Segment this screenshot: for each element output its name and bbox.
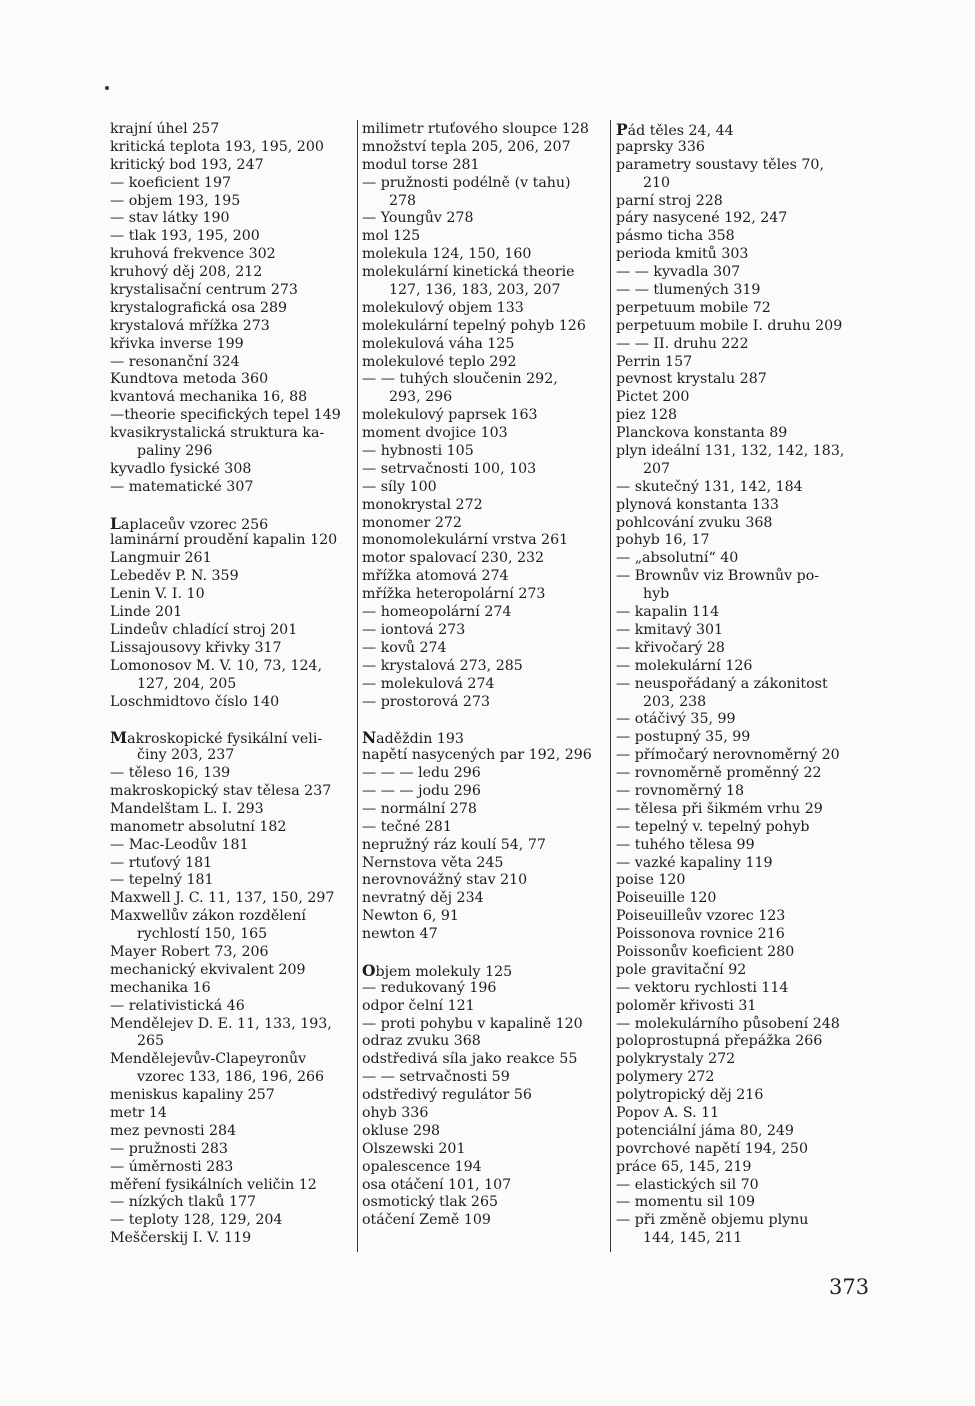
index-entry: — „absolutní“ 40 bbox=[616, 550, 739, 567]
index-entry-continuation: 207 bbox=[643, 460, 671, 477]
index-entry: — otáčivý 35, 99 bbox=[616, 711, 736, 728]
index-entry: mol 125 bbox=[362, 228, 421, 245]
index-entry: meniskus kapaliny 257 bbox=[110, 1087, 275, 1104]
index-column-3 bbox=[616, 121, 862, 1248]
index-entry: laminární proudění kapalin 120 bbox=[110, 532, 338, 549]
index-entry: mez pevnosti 284 bbox=[110, 1122, 237, 1139]
index-entry: Lissajousovy křivky 317 bbox=[110, 639, 282, 656]
index-entry: opalescence 194 bbox=[362, 1158, 482, 1175]
column-divider bbox=[357, 120, 358, 1252]
index-entry: paprsky 336 bbox=[616, 138, 705, 155]
section-initial: P bbox=[616, 120, 628, 139]
index-entry: napětí nasycených par 192, 296 bbox=[362, 747, 592, 764]
index-entry-continuation: 127, 136, 183, 203, 207 bbox=[389, 282, 561, 299]
section-gap bbox=[110, 711, 356, 729]
index-entry: Lindeův chladící stroj 201 bbox=[110, 621, 298, 638]
index-entry: — matematické 307 bbox=[110, 478, 254, 495]
index-entry: perioda kmitů 303 bbox=[616, 246, 749, 263]
index-entry: — kapalin 114 bbox=[616, 604, 720, 621]
index-entry: pohlcování zvuku 368 bbox=[616, 514, 773, 531]
index-entry: Loschmidtovo číslo 140 bbox=[110, 693, 280, 710]
index-entry: Objem molekuly 125 bbox=[362, 960, 513, 980]
index-entry: Newton 6, 91 bbox=[362, 908, 459, 925]
index-entry: odraz zvuku 368 bbox=[362, 1033, 481, 1050]
index-entry: Popov A. S. 11 bbox=[616, 1104, 720, 1121]
index-entry-continuation: hyb bbox=[643, 586, 670, 603]
index-entry: Langmuir 261 bbox=[110, 550, 212, 567]
index-entry: plynová konstanta 133 bbox=[616, 496, 779, 513]
index-entry: — neuspořádaný a zákonitost bbox=[616, 675, 828, 692]
index-entry: — — kyvadla 307 bbox=[616, 264, 741, 281]
index-entry: kvantová mechanika 16, 88 bbox=[110, 389, 308, 406]
index-entry: pohyb 16, 17 bbox=[616, 532, 710, 549]
index-entry: nerovnovážný stav 210 bbox=[362, 872, 528, 889]
index-entry: kyvadlo fysické 308 bbox=[110, 460, 252, 477]
index-entry-continuation: paliny 296 bbox=[137, 443, 213, 460]
index-entry: povrchové napětí 194, 250 bbox=[616, 1140, 808, 1157]
index-entry: — teploty 128, 129, 204 bbox=[110, 1212, 283, 1229]
index-entry-continuation: činy 203, 237 bbox=[137, 747, 235, 764]
index-entry: — postupný 35, 99 bbox=[616, 729, 751, 746]
index-entry: molekulární tepelný pohyb 126 bbox=[362, 317, 586, 334]
index-entry-continuation: 203, 238 bbox=[643, 693, 707, 710]
index-entry: parní stroj 228 bbox=[616, 192, 723, 209]
index-entry: odstředivá síla jako reakce 55 bbox=[362, 1051, 578, 1068]
index-entry: Linde 201 bbox=[110, 604, 183, 621]
index-entry-continuation: vzorec 133, 186, 196, 266 bbox=[137, 1069, 325, 1086]
index-entry: množství tepla 205, 206, 207 bbox=[362, 138, 571, 155]
index-entry: Pád těles 24, 44 bbox=[616, 120, 734, 139]
index-entry: milimetr rtuťového sloupce 128 bbox=[362, 121, 589, 137]
index-entry: — kmitavý 301 bbox=[616, 621, 724, 638]
index-entry: Lomonosov M. V. 10, 73, 124, bbox=[110, 657, 323, 674]
index-entry: okluse 298 bbox=[362, 1122, 441, 1139]
index-entry: Maxwell J. C. 11, 137, 150, 297 bbox=[110, 890, 335, 907]
index-entry: — — II. druhu 222 bbox=[616, 335, 749, 352]
index-entry: Olszewski 201 bbox=[362, 1140, 466, 1157]
index-entry: — molekulová 274 bbox=[362, 675, 495, 692]
index-entry: páry nasycené 192, 247 bbox=[616, 210, 788, 227]
index-entry-continuation: 293, 296 bbox=[389, 389, 453, 406]
index-entry: pásmo ticha 358 bbox=[616, 228, 735, 245]
index-entry: Poiseuille 120 bbox=[616, 890, 717, 907]
index-entry: — resonanční 324 bbox=[110, 353, 240, 370]
index-entry: Lenin V. I. 10 bbox=[110, 586, 205, 603]
index-entry: osmotický tlak 265 bbox=[362, 1194, 499, 1211]
ink-speck bbox=[105, 86, 109, 90]
index-entry: Lebeděv P. N. 359 bbox=[110, 568, 239, 585]
index-entry: — Mac-Leodův 181 bbox=[110, 836, 249, 853]
index-entry: poloprostupná přepážka 266 bbox=[616, 1033, 823, 1050]
index-entry: poloměr křivosti 31 bbox=[616, 997, 757, 1014]
index-entry: motor spalovací 230, 232 bbox=[362, 550, 545, 567]
index-entry: kritický bod 193, 247 bbox=[110, 156, 264, 173]
index-entry: — těleso 16, 139 bbox=[110, 765, 231, 782]
index-entry: Mendělejevův-Clapeyronův bbox=[110, 1051, 307, 1068]
index-entry: — hybnosti 105 bbox=[362, 443, 474, 460]
index-entry: moment dvojice 103 bbox=[362, 425, 508, 442]
index-entry: monomolekulární vrstva 261 bbox=[362, 532, 569, 549]
index-entry: — krystalová 273, 285 bbox=[362, 657, 523, 674]
page-number: 373 bbox=[829, 1275, 870, 1299]
index-entry: polymery 272 bbox=[616, 1069, 715, 1086]
index-entry: makroskopický stav tělesa 237 bbox=[110, 782, 332, 799]
index-entry: Meščerskij I. V. 119 bbox=[110, 1230, 252, 1247]
index-entry: — Brownův viz Brownův po- bbox=[616, 568, 820, 585]
index-entry: — kovů 274 bbox=[362, 639, 447, 656]
index-entry: — setrvačnosti 100, 103 bbox=[362, 460, 537, 477]
index-entry: — tělesa při šikmém vrhu 29 bbox=[616, 800, 823, 817]
index-entry: mechanika 16 bbox=[110, 979, 211, 996]
index-entry: mřížka atomová 274 bbox=[362, 568, 509, 585]
index-entry: Mendělejev D. E. 11, 133, 193, bbox=[110, 1015, 332, 1032]
index-entry: Poiseuilleův vzorec 123 bbox=[616, 908, 786, 925]
index-entry: — objem 193, 195 bbox=[110, 192, 241, 209]
index-entry: — tepelný v. tepelný pohyb bbox=[616, 818, 810, 835]
index-entry: kvasikrystalická struktura ka- bbox=[110, 425, 325, 442]
index-entry: perpetuum mobile 72 bbox=[616, 299, 771, 316]
index-entry-continuation: 210 bbox=[643, 174, 671, 191]
index-entry: Laplaceův vzorec 256 bbox=[110, 513, 269, 533]
index-entry: molekulová váha 125 bbox=[362, 335, 515, 352]
index-entry: — pružnosti podélně (v tahu) bbox=[362, 174, 571, 191]
index-entry: — úměrnosti 283 bbox=[110, 1158, 234, 1175]
index-entry: — momentu sil 109 bbox=[616, 1194, 755, 1211]
index-entry: křivka inverse 199 bbox=[110, 335, 244, 352]
index-entry: monokrystal 272 bbox=[362, 496, 483, 513]
index-entry: — tepelný 181 bbox=[110, 872, 214, 889]
index-entry: pole gravitační 92 bbox=[616, 961, 747, 978]
index-column-1 bbox=[110, 121, 356, 1248]
index-entry: Poissonova rovnice 216 bbox=[616, 926, 785, 943]
index-entry: — tuhého tělesa 99 bbox=[616, 836, 755, 853]
index-column-2 bbox=[362, 121, 608, 1230]
section-initial: M bbox=[110, 728, 128, 748]
index-entry: — nízkých tlaků 177 bbox=[110, 1194, 257, 1211]
index-entry: — vektoru rychlosti 114 bbox=[616, 979, 789, 996]
index-entry: Makroskopické fysikální veli- bbox=[110, 728, 323, 748]
section-initial: L bbox=[110, 513, 121, 533]
column-divider bbox=[610, 120, 611, 1252]
index-entry: nepružný ráz koulí 54, 77 bbox=[362, 836, 546, 853]
index-entry: Naděždin 193 bbox=[362, 728, 464, 748]
index-entry: molekulový objem 133 bbox=[362, 299, 524, 316]
index-entry: — rovnoměrný 18 bbox=[616, 782, 745, 799]
index-entry: — Youngův 278 bbox=[362, 210, 474, 227]
index-entry: metr 14 bbox=[110, 1104, 167, 1121]
index-entry-continuation: 127, 204, 205 bbox=[137, 675, 237, 692]
index-entry: — rtuťový 181 bbox=[110, 854, 213, 871]
index-entry: — přímočarý nerovnoměrný 20 bbox=[616, 747, 840, 764]
index-entry: — skutečný 131, 142, 184 bbox=[616, 478, 803, 495]
index-entry: Pictet 200 bbox=[616, 389, 690, 406]
index-entry: krystalová mřížka 273 bbox=[110, 317, 270, 334]
index-entry: odpor čelní 121 bbox=[362, 997, 475, 1014]
index-entry: Poissonův koeficient 280 bbox=[616, 943, 795, 960]
index-entry: manometr absolutní 182 bbox=[110, 818, 287, 835]
index-entry: Planckova konstanta 89 bbox=[616, 425, 788, 442]
index-entry: odstředivý regulátor 56 bbox=[362, 1087, 532, 1104]
index-entry: Nernstova věta 245 bbox=[362, 854, 504, 871]
index-entry: — relativistická 46 bbox=[110, 997, 245, 1014]
index-entry: — koeficient 197 bbox=[110, 174, 232, 191]
index-entry: — — tuhých sloučenin 292, bbox=[362, 371, 558, 388]
index-entry: nevratný děj 234 bbox=[362, 890, 484, 907]
index-entry: Mandelštam L. I. 293 bbox=[110, 800, 264, 817]
index-entry: — síly 100 bbox=[362, 478, 437, 495]
section-initial: N bbox=[362, 728, 377, 748]
index-entry: — normální 278 bbox=[362, 800, 477, 817]
index-entry: —theorie specifických tepel 149 bbox=[110, 407, 341, 424]
index-entry: — — setrvačnosti 59 bbox=[362, 1069, 510, 1086]
index-entry: parametry soustavy těles 70, bbox=[616, 156, 824, 173]
index-entry: — — — jodu 296 bbox=[362, 782, 481, 799]
index-entry: — tlak 193, 195, 200 bbox=[110, 228, 260, 245]
index-entry-continuation: rychlostí 150, 165 bbox=[137, 926, 268, 943]
index-entry: polykrystaly 272 bbox=[616, 1051, 736, 1068]
index-entry: newton 47 bbox=[362, 926, 438, 943]
index-entry-continuation: 265 bbox=[137, 1033, 165, 1050]
index-entry: poise 120 bbox=[616, 872, 686, 889]
index-entry: Maxwellův zákon rozdělení bbox=[110, 908, 306, 925]
index-entry: měření fysikálních veličin 12 bbox=[110, 1176, 317, 1193]
index-entry: — proti pohybu v kapalině 120 bbox=[362, 1015, 583, 1032]
index-entry: kruhová frekvence 302 bbox=[110, 246, 276, 263]
index-entry: molekulární kinetická theorie bbox=[362, 264, 575, 281]
index-entry: modul torse 281 bbox=[362, 156, 480, 173]
index-entry: potenciální jáma 80, 249 bbox=[616, 1122, 794, 1139]
index-entry: — prostorová 273 bbox=[362, 693, 491, 710]
index-entry: — při změně objemu plynu bbox=[616, 1212, 809, 1229]
index-entry: — stav látky 190 bbox=[110, 210, 230, 227]
index-entry: — rovnoměrně proměnný 22 bbox=[616, 765, 822, 782]
index-entry: — — tlumených 319 bbox=[616, 282, 761, 299]
index-entry: molekula 124, 150, 160 bbox=[362, 246, 532, 263]
index-entry: otáčení Země 109 bbox=[362, 1212, 491, 1229]
index-entry: osa otáčení 101, 107 bbox=[362, 1176, 512, 1193]
index-entry: mřížka heteropolární 273 bbox=[362, 586, 546, 603]
index-entry: molekulové teplo 292 bbox=[362, 353, 517, 370]
index-entry: krystalisační centrum 273 bbox=[110, 282, 298, 299]
index-entry: — křivočarý 28 bbox=[616, 639, 725, 656]
index-entry: — molekulární 126 bbox=[616, 657, 753, 674]
index-entry: kritická teplota 193, 195, 200 bbox=[110, 138, 324, 155]
index-entry: ohyb 336 bbox=[362, 1104, 429, 1121]
index-entry: — redukovaný 196 bbox=[362, 979, 497, 996]
index-entry: — — — ledu 296 bbox=[362, 765, 481, 782]
index-entry: mechanický ekvivalent 209 bbox=[110, 961, 306, 978]
index-entry: pevnost krystalu 287 bbox=[616, 371, 767, 388]
index-entry: Perrin 157 bbox=[616, 353, 693, 370]
index-entry: krystalografická osa 289 bbox=[110, 299, 288, 316]
index-entry-continuation: 144, 145, 211 bbox=[643, 1230, 743, 1247]
index-entry: — elastických sil 70 bbox=[616, 1176, 759, 1193]
index-entry: Kundtova metoda 360 bbox=[110, 371, 269, 388]
index-entry: — vazké kapaliny 119 bbox=[616, 854, 773, 871]
index-entry: — molekulárního působení 248 bbox=[616, 1015, 840, 1032]
index-entry: práce 65, 145, 219 bbox=[616, 1158, 752, 1175]
index-entry: — homeopolární 274 bbox=[362, 604, 512, 621]
index-entry: piez 128 bbox=[616, 407, 678, 424]
index-entry: — pružnosti 283 bbox=[110, 1140, 228, 1157]
index-entry: perpetuum mobile I. druhu 209 bbox=[616, 317, 843, 334]
index-entry: Mayer Robert 73, 206 bbox=[110, 943, 269, 960]
index-entry: kruhový děj 208, 212 bbox=[110, 264, 263, 281]
index-entry: monomer 272 bbox=[362, 514, 462, 531]
index-entry: krajní úhel 257 bbox=[110, 121, 220, 137]
index-entry: — iontová 273 bbox=[362, 621, 466, 638]
section-gap bbox=[362, 711, 608, 729]
section-initial: O bbox=[362, 960, 376, 980]
index-entry: — tečné 281 bbox=[362, 818, 452, 835]
index-entry: molekulový paprsek 163 bbox=[362, 407, 538, 424]
section-gap bbox=[110, 497, 356, 515]
index-entry: plyn ideální 131, 132, 142, 183, bbox=[616, 443, 845, 460]
section-gap bbox=[362, 944, 608, 962]
index-entry: polytropický děj 216 bbox=[616, 1087, 764, 1104]
index-entry-continuation: 278 bbox=[389, 192, 417, 209]
